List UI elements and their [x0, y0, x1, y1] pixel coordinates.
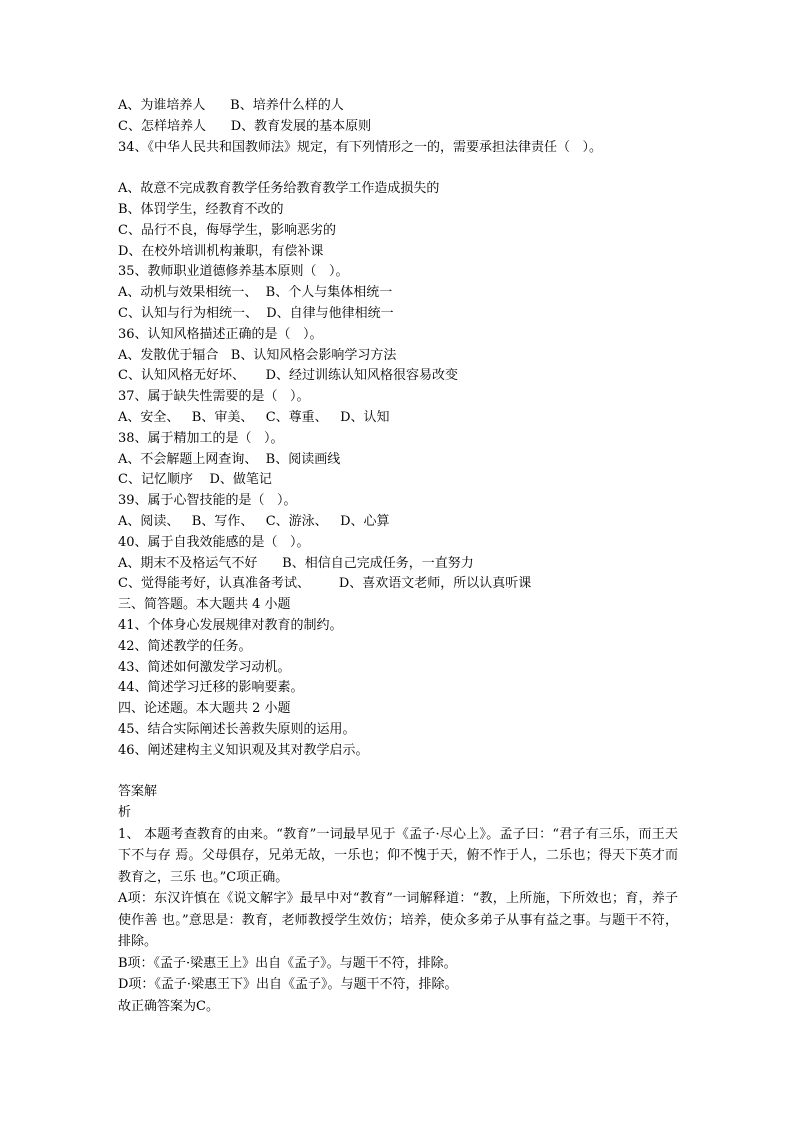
option-line: A、动机与效果相统一、 B、个人与集体相统一: [118, 285, 393, 301]
question-35: 35、教师职业道德修养基本原则（ ）。: [118, 264, 349, 280]
question-45: 45、结合实际阐述长善救失原则的运用。: [118, 721, 356, 737]
option-line: C、品行不良，侮辱学生，影响恶劣的: [118, 222, 336, 238]
option-line: A、安全、 B、审美、 C、尊重、 D、认知: [118, 409, 390, 425]
option-line: D、在校外培训机构兼职，有偿补课: [118, 243, 324, 259]
option-line: C、记忆顺序 D、做笔记: [118, 472, 272, 488]
option-line: C、怎样培养人 D、教育发展的基本原则: [118, 118, 372, 134]
question-40: 40、属于自我效能感的是（ ）。: [118, 534, 310, 550]
blank-line: [118, 762, 678, 783]
document-page: [118, 96, 678, 1017]
answer-paragraph: A项：东汉许慎在《说文解字》最早中对“教育”一词解释道：“教，上所施，下所效也；育，养子使作善 也。”意思是：教育，老师教授学生效仿；培养，使众多弟子从事有益之事。与题干不符，排除。: [118, 891, 678, 950]
blank-line: [118, 158, 678, 179]
question-37: 37、属于缺失性需要的是（ ）。: [118, 389, 310, 405]
option-line: A、不会解题上网查询、 B、阅读画线: [118, 451, 341, 467]
question-section: [118, 96, 678, 824]
section-heading-short-answer: 三、简答题。本大题共 4 小题: [118, 597, 291, 613]
option-line: A、阅读、 B、写作、 C、游泳、 D、心算: [118, 513, 390, 529]
answer-heading-continued: 析: [118, 805, 132, 821]
question-43: 43、简述如何激发学习动机。: [118, 659, 291, 675]
answer-section: [118, 824, 678, 1018]
option-line: A、发散优于辐合 B、认知风格会影响学习方法: [118, 347, 397, 363]
answer-paragraph: 1、 本题考查教育的由来。“教育”一词最早见于《孟子·尽心上》。孟子曰：“君子有三乐，而王天下不与存 焉。父母俱存，兄弟无故，一乐也；仰不愧于天，俯不怍于人，二乐也；得天下英才而教育之，三乐 也。”C项正确。: [118, 826, 678, 885]
question-44: 44、简述学习迁移的影响要素。: [118, 680, 304, 696]
option-line: A、为谁培养人 B、培养什么样的人: [118, 98, 344, 113]
question-46: 46、阐述建构主义知识观及其对教学启示。: [118, 742, 369, 758]
option-line: B、体罚学生，经教育不改的: [118, 201, 284, 217]
answer-paragraph: 故正确答案为C。: [118, 998, 219, 1014]
answer-heading: 答案解: [118, 784, 158, 800]
option-line: A、期末不及格运气不好 B、相信自己完成任务，一直努力: [118, 555, 474, 571]
option-line: C、认知风格无好坏、 D、经过训练认知风格很容易改变: [118, 368, 459, 384]
option-line: C、觉得能考好，认真准备考试、 D、喜欢语文老师，所以认真听课: [118, 576, 532, 592]
question-42: 42、简述教学的任务。: [118, 638, 252, 654]
question-34: 34、《中华人民共和国教师法》规定，有下列情形之一的，需要承担法律责任（ ）。: [118, 139, 602, 155]
question-36: 36、认知风格描述正确的是（ ）。: [118, 326, 323, 342]
answer-paragraph: D项：《孟子·梁惠王下》出自《孟子》。与题干不符，排除。: [118, 977, 458, 993]
question-39: 39、属于心智技能的是（ ）。: [118, 493, 297, 509]
question-41: 41、个体身心发展规律对教育的制约。: [118, 617, 343, 633]
section-heading-essay: 四、论述题。本大题共 2 小题: [118, 701, 291, 717]
question-38: 38、属于精加工的是（ ）。: [118, 430, 284, 446]
option-line: A、故意不完成教育教学任务给教育教学工作造成损失的: [118, 181, 440, 197]
answer-paragraph: B项：《孟子·梁惠王上》出自《孟子》。与题干不符，排除。: [118, 955, 457, 971]
option-line: C、认知与行为相统一、 D、自律与他律相统一: [118, 305, 394, 321]
